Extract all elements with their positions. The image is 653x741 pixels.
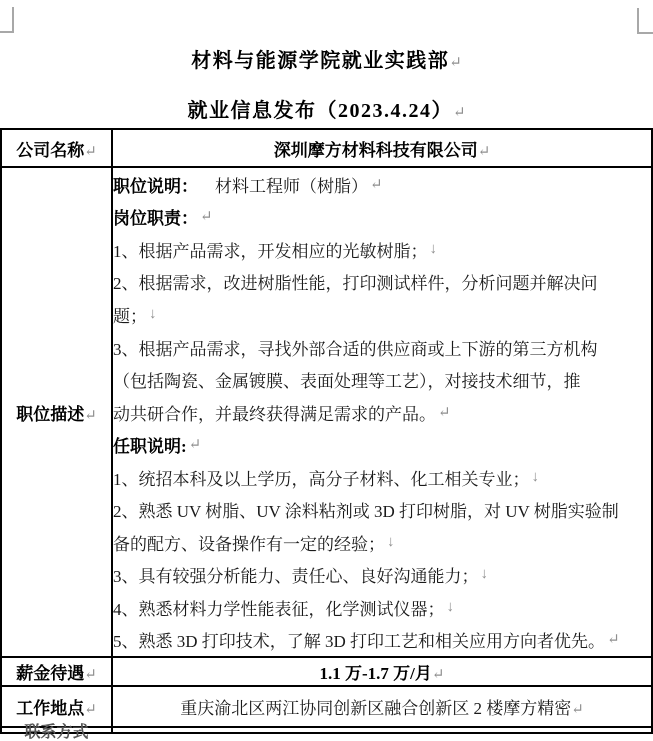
job-description-text: 题； bbox=[113, 306, 147, 326]
paragraph-mark: ↵ bbox=[84, 143, 97, 160]
paragraph-mark: ↵ bbox=[188, 437, 202, 454]
job-description-line bbox=[113, 559, 651, 592]
table-row-job-description bbox=[1, 167, 652, 657]
job-description-text: 3、具有较强分析能力、责任心、良好沟通能力； bbox=[113, 567, 479, 587]
salary-value: 1.1 万-1.7 万/月 bbox=[319, 664, 432, 684]
job-description-line bbox=[113, 168, 651, 201]
location-label: 工作地点 bbox=[16, 699, 85, 719]
table-row-company bbox=[1, 129, 652, 167]
company-name-label: 公司名称 bbox=[16, 140, 85, 160]
paragraph-mark: ↵ bbox=[370, 176, 383, 193]
table-row-salary bbox=[1, 657, 652, 686]
salary-label: 薪金待遇 bbox=[16, 664, 85, 684]
paragraph-mark: ↵ bbox=[607, 632, 620, 649]
company-name-value: 深圳摩方材料科技有限公司 bbox=[273, 140, 478, 160]
job-description-label-cell bbox=[1, 167, 112, 657]
paragraph-mark: ↵ bbox=[477, 143, 491, 160]
job-description-line bbox=[113, 461, 651, 494]
job-description-line bbox=[113, 363, 651, 396]
job-description-heading: 岗位职责： bbox=[113, 209, 198, 229]
paragraph-mark: ↵ bbox=[438, 404, 451, 421]
job-description-line bbox=[113, 526, 651, 559]
job-description-text: 材料工程师（树脂） bbox=[198, 176, 368, 196]
job-description-line bbox=[113, 266, 651, 299]
document-title-text: 材料与能源学院就业实践部 bbox=[191, 50, 450, 72]
job-description-text: （包括陶瓷、金属镀膜、表面处理等工艺），对接技术细节，推 bbox=[113, 372, 581, 392]
document-title bbox=[0, 44, 653, 73]
job-description-line bbox=[113, 624, 651, 657]
page-margin-mark-top-right bbox=[633, 0, 653, 40]
page-margin-mark-top-left bbox=[0, 0, 20, 40]
job-description-line bbox=[113, 201, 651, 234]
line-break-mark: ↓ bbox=[480, 566, 488, 583]
job-description-line bbox=[113, 298, 651, 331]
location-value-cell bbox=[112, 686, 652, 727]
line-break-mark: ↓ bbox=[429, 240, 437, 257]
location-label-cell bbox=[1, 686, 112, 727]
paragraph-mark: ↵ bbox=[571, 702, 584, 719]
job-description-text: 备的配方、设备操作有一定的经验； bbox=[113, 534, 385, 554]
paragraph-mark: ↵ bbox=[431, 667, 445, 684]
job-description-content-cell bbox=[112, 167, 652, 657]
job-description-line bbox=[113, 331, 651, 364]
paragraph-mark: ↵ bbox=[200, 209, 213, 226]
paragraph-mark: ↵ bbox=[84, 702, 97, 719]
job-description-line bbox=[113, 591, 651, 624]
job-description-line bbox=[113, 493, 651, 526]
paragraph-mark: ↵ bbox=[449, 55, 462, 71]
job-description-text: 1、根据产品需求，开发相应的光敏树脂； bbox=[113, 241, 428, 261]
table-row-clipped bbox=[1, 727, 652, 733]
job-description-line bbox=[113, 233, 651, 266]
job-description-text: 3、根据产品需求，寻找外部合适的供应商或上下游的第三方机构 bbox=[113, 339, 598, 359]
company-name-value-cell bbox=[112, 129, 652, 167]
table-row-location bbox=[1, 686, 652, 727]
job-description-label: 职位描述 bbox=[16, 404, 85, 424]
job-info-table bbox=[0, 128, 653, 741]
line-break-mark: ↓ bbox=[149, 305, 157, 322]
paragraph-mark: ↵ bbox=[84, 407, 97, 424]
job-description-text: 2、熟悉 UV 树脂、UV 涂料粘剂或 3D 打印树脂，对 UV 树脂实验制 bbox=[113, 502, 619, 522]
line-break-mark: ↓ bbox=[531, 468, 539, 485]
job-description-text: 4、熟悉材料力学性能表征，化学测试仪器； bbox=[113, 599, 445, 619]
paragraph-mark: ↵ bbox=[84, 667, 97, 684]
salary-value-cell bbox=[112, 657, 652, 686]
document-subtitle-text: 就业信息发布（2023.4.24） bbox=[187, 100, 453, 122]
clipped-row-label: 联系方式 bbox=[24, 724, 89, 741]
job-description-line bbox=[113, 396, 651, 429]
job-description-text: 2、根据需求，改进树脂性能，打印测试样件，分析问题并解决问 bbox=[113, 274, 598, 294]
company-name-label-cell bbox=[1, 129, 112, 167]
salary-label-cell bbox=[1, 657, 112, 686]
job-description-text: 1、统招本科及以上学历，高分子材料、化工相关专业； bbox=[113, 469, 530, 489]
job-description-heading: 任职说明: bbox=[113, 437, 187, 457]
clipped-row-label-cell bbox=[1, 724, 112, 741]
document-subtitle bbox=[0, 94, 653, 123]
location-value: 重庆渝北区两江协同创新区融合创新区 2 楼摩方精密 bbox=[180, 699, 572, 719]
job-description-heading: 职位说明： bbox=[113, 176, 198, 196]
job-description-text: 动共研合作，并最终获得满足需求的产品。 bbox=[113, 404, 436, 424]
job-description-line bbox=[113, 428, 651, 461]
job-description-text: 5、熟悉 3D 打印技术，了解 3D 打印工艺和相关应用方向者优先。 bbox=[113, 632, 606, 652]
line-break-mark: ↓ bbox=[446, 598, 454, 615]
line-break-mark: ↓ bbox=[387, 533, 395, 550]
paragraph-mark: ↵ bbox=[452, 105, 466, 121]
clipped-row-value-cell bbox=[112, 727, 652, 733]
